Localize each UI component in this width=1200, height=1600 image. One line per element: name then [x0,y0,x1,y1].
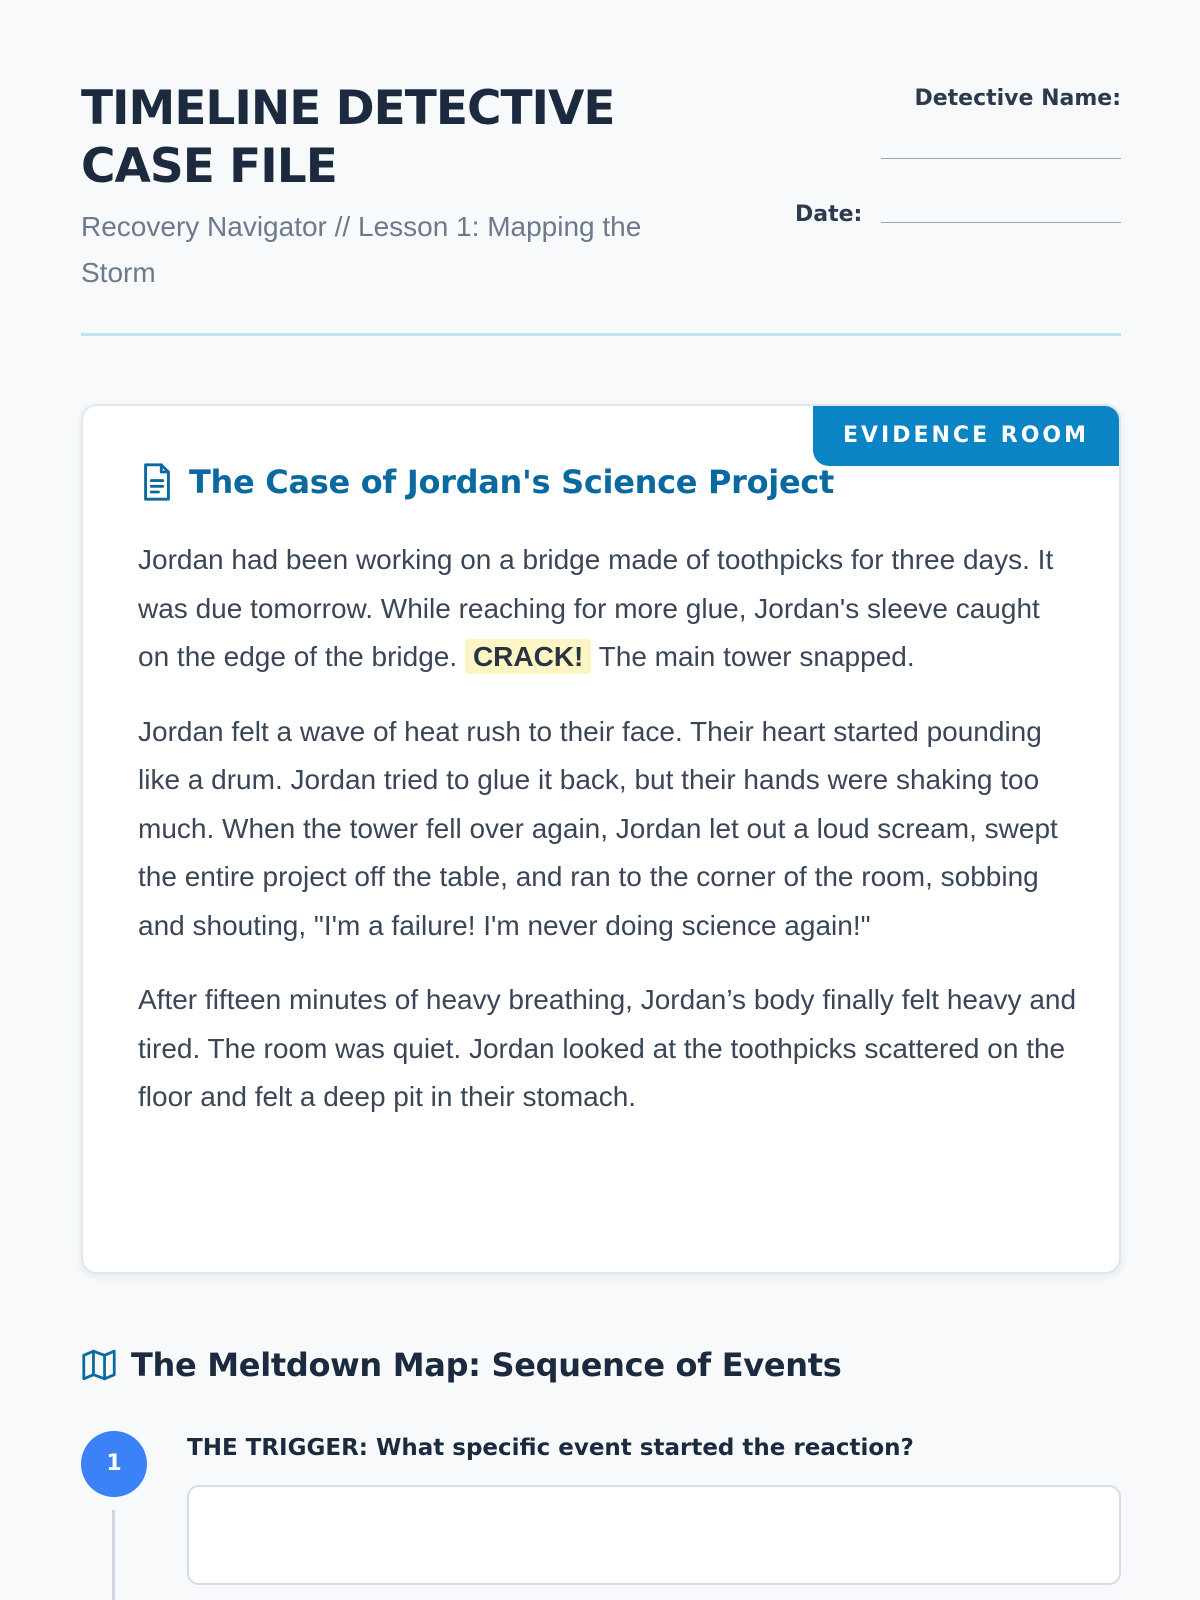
meltdown-map-title: The Meltdown Map: Sequence of Events [131,1346,842,1384]
detective-name-line[interactable] [881,158,1121,159]
detective-name-label: Detective Name: [914,86,1121,111]
date-label: Date: [795,202,863,227]
student-fields [711,80,1121,260]
evidence-card [81,404,1121,1274]
timeline-connector [112,1510,115,1600]
story-text [138,536,1078,1148]
story-paragraph-1-end: The main tower snapped. [598,641,915,672]
story-paragraph-3: After fifteen minutes of heavy breathing, Jordan’s body finally felt heavy and tired. The room was quiet. Jordan looked at the toothpicks scattered on the floor and felt a deep pit in their stomach. [138,984,1077,1112]
trigger-answer-box[interactable] [187,1485,1121,1585]
step-number-badge: 1 [81,1431,147,1497]
worksheet-header [81,80,1121,336]
date-line[interactable] [881,222,1121,223]
page-subtitle: Recovery Navigator // Lesson 1: Mapping the Storm [81,211,642,288]
crack-highlight: CRACK! [465,639,591,674]
page-title: TIMELINE DETECTIVE CASE FILE [81,81,615,194]
evidence-room-badge: EVIDENCE ROOM [813,406,1119,466]
story-paragraph-2: Jordan felt a wave of heat rush to their face. Their heart started pounding like a drum. Jordan tried to glue it back, but their hands were shaking too much. When the tower fell over again, Jordan let out a loud scream, swept the entire project off the table, and ran to the corner of the room, sobbing and shouting, "I'm a failure! I'm never doing science again!" [138,715,1058,941]
map-icon [81,1348,117,1382]
card-title: The Case of Jordan's Science Project [189,463,835,501]
story-paragraph-1-start: Jordan had been working on a bridge made of toothpicks for three days. It was due tomorrow. While reaching for more glue, Jordan's sleeve caught on the edge of the bridge. [138,544,1054,672]
story-paragraph-1 [138,536,1078,682]
meltdown-map-heading [81,1346,841,1384]
trigger-question: THE TRIGGER: What specific event started the reaction? [187,1435,914,1461]
document-icon [139,462,175,502]
card-title-row [139,462,834,502]
title-block [81,80,701,296]
header-divider [81,333,1121,336]
